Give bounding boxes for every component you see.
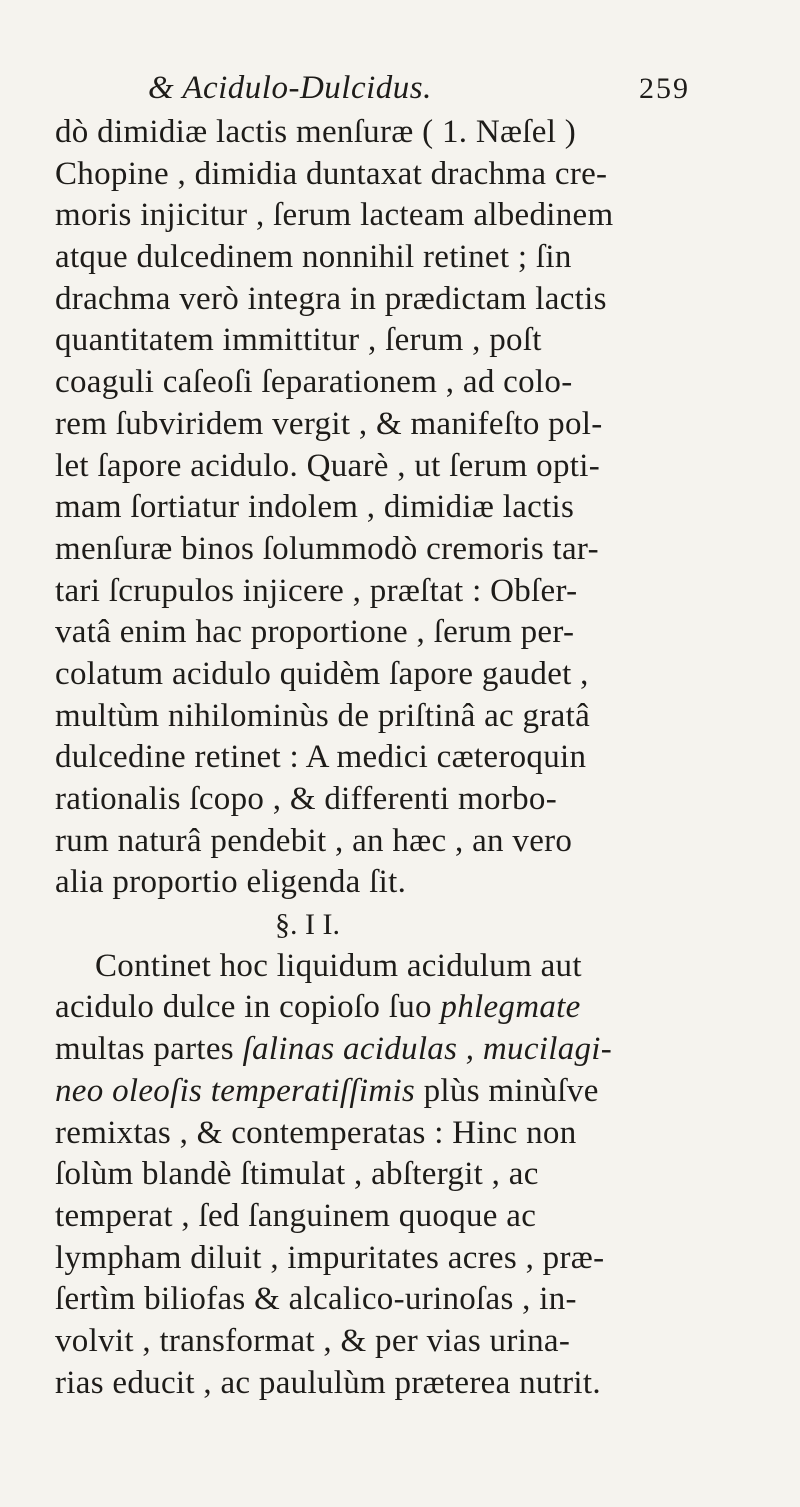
text-line: atque dulcedinem nonnihil retinet ; ſin bbox=[55, 239, 572, 276]
text-line: dò dimidiæ lactis menſuræ ( 1. Næſel ) bbox=[55, 114, 577, 150]
text-line: rem ſubviridem vergit , & manifeſto pol- bbox=[55, 405, 603, 442]
text-line bbox=[55, 1029, 775, 1071]
text-line: quantitatem immittitur , ſerum , poſt bbox=[55, 322, 542, 359]
page-number: 259 bbox=[639, 72, 690, 105]
text-line: Continet hoc liquidum acidulum aut bbox=[95, 947, 582, 984]
text-line: coaguli caſeoſi ſeparationem , ad colo- bbox=[55, 364, 573, 401]
text-line: volvit , transformat , & per vias urina- bbox=[55, 1322, 571, 1359]
text-line: remixtas , & contemperatas : Hinc non bbox=[55, 1114, 577, 1151]
text-line: colatum acidulo quidèm ſapore gaudet , bbox=[55, 655, 589, 692]
text-line: Chopine , dimidia duntaxat drachma cre- bbox=[55, 155, 608, 192]
text-line: multùm nihilominùs de priſtinâ ac gratâ bbox=[55, 697, 591, 734]
italic-term: ſalinas acidulas , mucilagi- bbox=[242, 1031, 613, 1068]
text-line: menſuræ binos ſolummodò cremoris tar- bbox=[55, 530, 599, 567]
text-segment: acidulo dulce in copioſo ſuo bbox=[55, 989, 432, 1026]
text-line: lympham diluit , impuritates acres , præ- bbox=[55, 1239, 605, 1276]
section-heading-row bbox=[55, 904, 775, 946]
text-line: rum naturâ pendebit , an hæc , an vero bbox=[55, 822, 573, 859]
text-line: ſertìm biliofas & alcalico-urinoſas , in- bbox=[55, 1281, 577, 1318]
text-line: mam ſortiatur indolem , dimidiæ lactis bbox=[55, 489, 575, 526]
section-mark: §. I I. bbox=[275, 908, 340, 942]
italic-term: neo oleoſis temperatiſſimis bbox=[55, 1072, 416, 1109]
text-line: ſolùm blandè ſtimulat , abſtergit , ac bbox=[55, 1156, 539, 1193]
text-line: temperat , ſed ſanguinem quoque ac bbox=[55, 1197, 537, 1234]
text-line: rias educit , ac paululùm præterea nutrit. bbox=[55, 1364, 601, 1401]
text-line: drachma verò integra in prædictam lactis bbox=[55, 280, 607, 317]
text-line: dulcedine retinet : A medici cæteroquin bbox=[55, 739, 587, 776]
running-title: & Acidulo-Dulcidus. bbox=[148, 70, 432, 106]
text-line: moris injicitur , ſerum lacteam albedinem bbox=[55, 197, 614, 234]
italic-term: phlegmate bbox=[440, 989, 581, 1026]
text-line: let ſapore acidulo. Quarè , ut ſerum opti- bbox=[55, 447, 600, 484]
page-header bbox=[110, 70, 690, 110]
text-line bbox=[55, 1071, 775, 1113]
text-segment: multas partes bbox=[55, 1031, 234, 1068]
text-line: alia proportio eligenda ſit. bbox=[55, 864, 407, 901]
text-line: tari ſcrupulos injicere , præſtat : Obſer- bbox=[55, 572, 578, 609]
text-segment: plùs minùſve bbox=[423, 1072, 599, 1109]
body-text bbox=[55, 112, 775, 1404]
paragraph-2 bbox=[55, 946, 775, 1405]
text-line: rationalis ſcopo , & differenti morbo- bbox=[55, 781, 558, 817]
paragraph-1 bbox=[55, 112, 775, 904]
text-line bbox=[55, 987, 775, 1029]
text-line: vatâ enim hac proportione , ſerum per- bbox=[55, 614, 575, 651]
